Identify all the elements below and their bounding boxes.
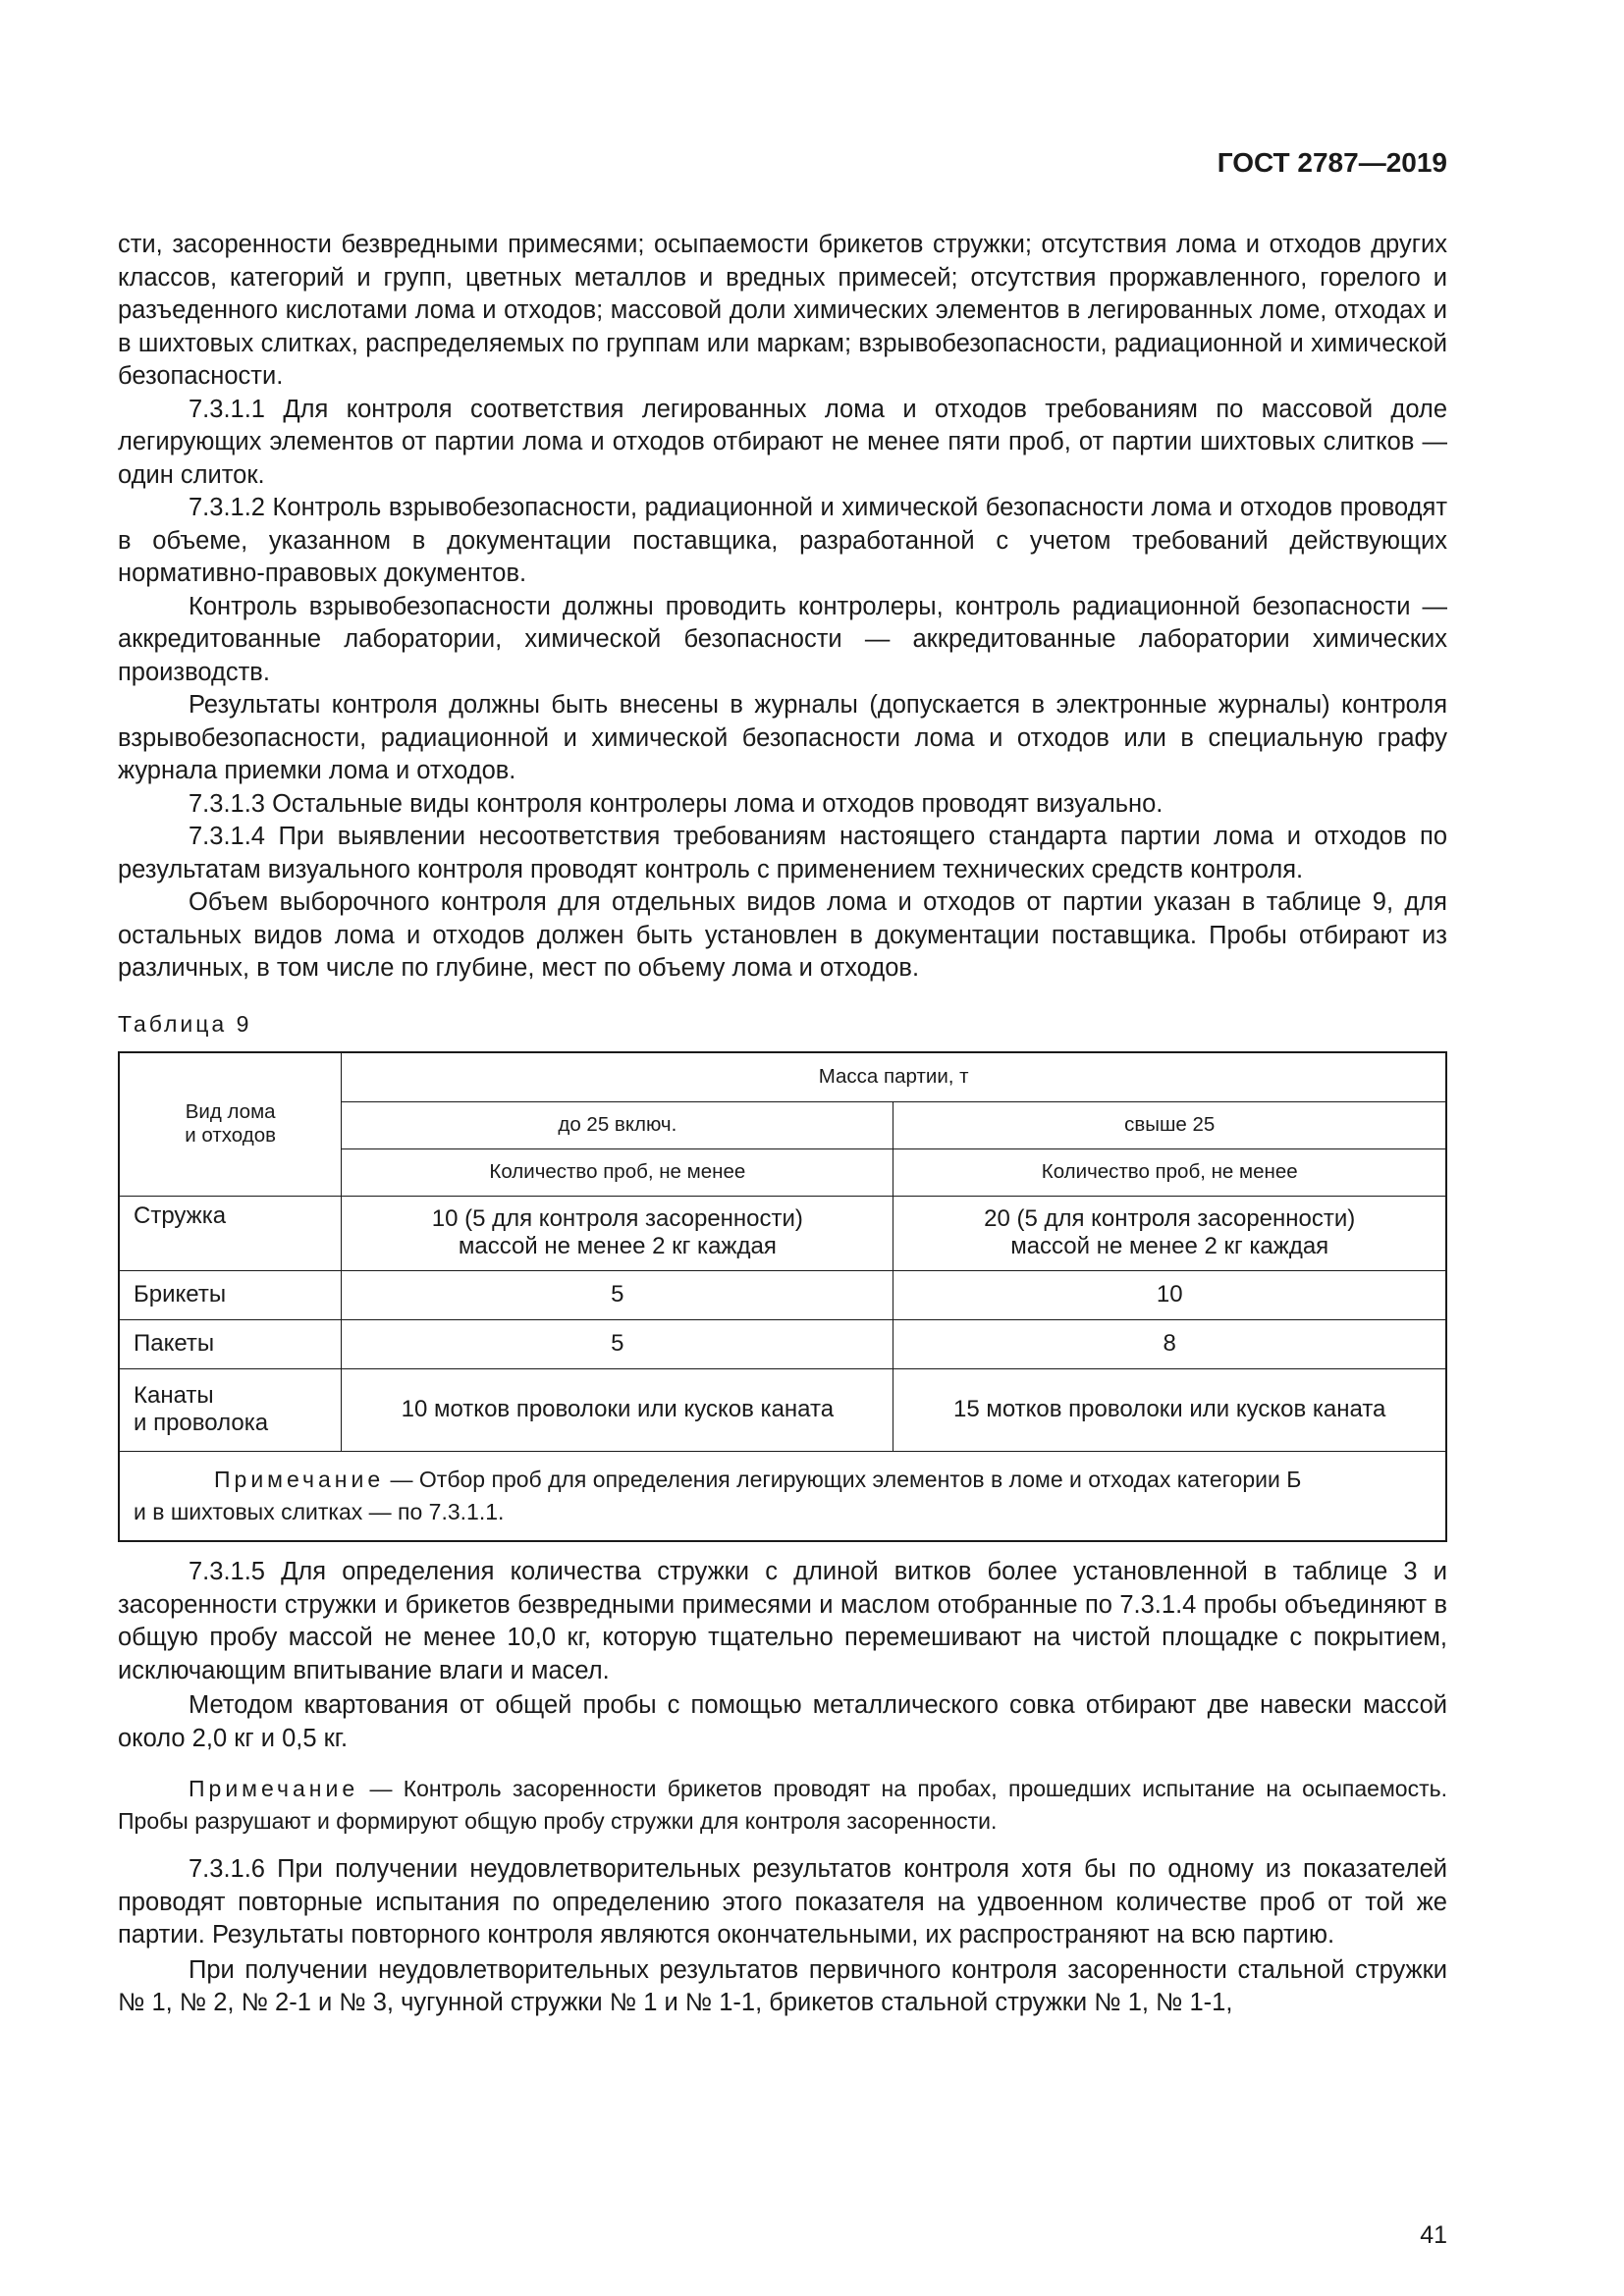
note-text: — Отбор проб для определения легирующих элементов в ломе и отходах категории Б (384, 1466, 1302, 1492)
row-value: 5 (342, 1319, 893, 1368)
paragraph: При получении неудовлетворительных результатов первичного контроля засоренности стальной стружки № 1, № 2, № 2-1 и № 3, чугунной стружки № 1 и № 1-1, брикетов стальной стружки № 1, № 1-1, (118, 1955, 1447, 2016)
paragraph: Объем выборочного контроля для отдельных видов лома и отходов от партии указан в таблице 9, для остальных видов лома и отходов должен быть установлен в документации поставщика. Пробы отбирают из различных, в том числе по глубине, мест по объему лома и отходов. (118, 888, 1447, 982)
row-type: Брикеты (119, 1270, 342, 1319)
paragraph: сти, засоренности безвредными примесями; осыпаемости брикетов стружки; отсутствия лома и отходов других классов, категорий и групп, цветных металлов и вредных примесей; отсутствия проржавленного, горелого и разъеденного кислотами лома и отходов; массовой доли химических элементов в легированных ломе, отходах и в шихтовых слитках, распределяемых по группам или маркам; взрывобезопасности, радиационной и химической безопасности. (118, 231, 1447, 390)
note-block (118, 1773, 1447, 1838)
table-note-line (134, 1464, 1432, 1496)
paragraph: Контроль взрывобезопасности должны проводить контролеры, контроль радиационной безопасности — аккредитованные лаборатории, химической безопасности — аккредитованные лаборатории химических производств. (118, 592, 1447, 686)
row-value: 10 (893, 1270, 1446, 1319)
bottom-text-block (118, 1556, 1447, 1755)
header-type-cell (119, 1052, 342, 1196)
paragraph: 7.3.1.1 Для контроля соответствия легированных лома и отходов требованиям по массовой доле легирующих элементов от партии лома и отходов отбирают не менее пяти проб, от партии шихтовых слитков — один слиток. (118, 395, 1447, 489)
paragraph: 7.3.1.4 При выявлении несоответствия требованиям настоящего стандарта партии лома и отходов по результатам визуального контроля проводят контроль с применением технических средств контроля. (118, 823, 1447, 883)
header-mass: Масса партии, т (342, 1052, 1446, 1101)
row-type-line: Канаты (134, 1382, 214, 1409)
table-9 (118, 1051, 1447, 1542)
row-value (893, 1196, 1446, 1270)
header-type-line: и отходов (185, 1124, 276, 1148)
document-header: ГОСТ 2787—2019 (1217, 147, 1447, 178)
header-mass-col1: до 25 включ. (342, 1101, 893, 1148)
row-value (342, 1196, 893, 1270)
page-number: 41 (1420, 2221, 1447, 2249)
note-label: Примечание (189, 1776, 359, 1801)
header-count-col2: Количество проб, не менее (893, 1148, 1446, 1196)
top-text-block (118, 229, 1447, 986)
row-value: 15 мотков проволоки или кусков каната (893, 1368, 1446, 1451)
paragraph: 7.3.1.2 Контроль взрывобезопасности, радиационной и химической безопасности лома и отходов проводят в объеме, указанном в документации поставщика, разработанной с учетом требований действующих нормативно-правовых документов. (118, 494, 1447, 587)
final-text-block (118, 1853, 1447, 2020)
row-value-line: массой не менее 2 кг каждая (458, 1233, 777, 1259)
note-text: — Контроль засоренности брикетов проводят на пробах, прошедших испытание на осыпаемость. Пробы разрушают и формируют общую пробу стружки для контроля засоренности. (118, 1776, 1447, 1834)
row-type (119, 1368, 342, 1451)
row-value-line: 20 (5 для контроля засоренности) (984, 1205, 1356, 1232)
header-mass-col2: свыше 25 (893, 1101, 1446, 1148)
row-value: 8 (893, 1319, 1446, 1368)
row-value-line: массой не менее 2 кг каждая (1010, 1233, 1329, 1259)
row-value: 5 (342, 1270, 893, 1319)
paragraph: Методом квартования от общей пробы с помощью металлического совка отбирают две навески массой около 2,0 кг и 0,5 кг. (118, 1691, 1447, 1752)
header-type-line: Вид лома (185, 1100, 276, 1124)
row-type-line: и проволока (134, 1410, 269, 1436)
table-caption: Таблица 9 (118, 1011, 252, 1037)
row-value-line: 10 (5 для контроля засоренности) (431, 1205, 803, 1232)
paragraph: 7.3.1.5 Для определения количества стружки с длиной витков более установленной в таблице 3 и засоренности стружки и брикетов безвредными примесями и маслом отобранные по 7.3.1.4 пробы объединяют в общую пробу массой не менее 10,0 кг, которую тщательно перемешивают на чистой площадке с покрытием, исключающим впитывание влаги и масел. (118, 1558, 1447, 1684)
paragraph: Результаты контроля должны быть внесены в журналы (допускается в электронные журналы) контроля взрывобезопасности, радиационной и химической безопасности лома и отходов или в специальную графу журнала приемки лома и отходов. (118, 691, 1447, 784)
paragraph: 7.3.1.3 Остальные виды контроля контролеры лома и отходов проводят визуально. (189, 789, 1164, 818)
note-label: Примечание (214, 1466, 385, 1492)
row-type: Стружка (119, 1196, 342, 1270)
row-value: 10 мотков проволоки или кусков каната (342, 1368, 893, 1451)
header-count-col1: Количество проб, не менее (342, 1148, 893, 1196)
table-note-line: и в шихтовых слитках — по 7.3.1.1. (134, 1498, 505, 1524)
row-type: Пакеты (119, 1319, 342, 1368)
paragraph: 7.3.1.6 При получении неудовлетворительных результатов контроля хотя бы по одному из показателей проводят повторные испытания по определению этого показателя на удвоенном количестве проб от той же партии. Результаты повторного контроля являются окончательными, их распространяют на всю партию. (118, 1855, 1447, 1949)
table-note (119, 1451, 1446, 1541)
